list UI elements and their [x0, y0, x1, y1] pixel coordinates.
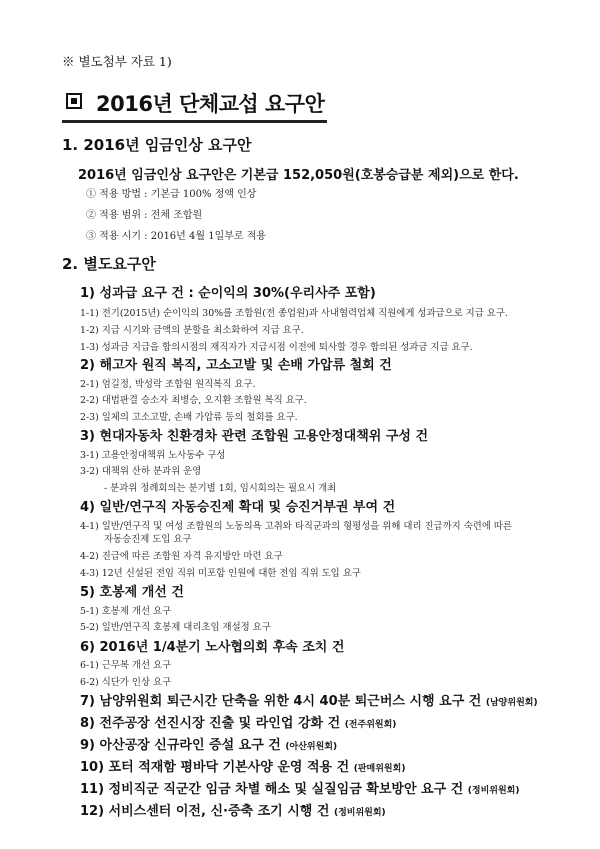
demand-item: 2-3) 일체의 고소고발, 손배 가압류 등의 철회를 요구.	[80, 412, 298, 423]
demand-item: 4-2) 진급에 따른 조합원 자격 유지방안 마련 요구	[80, 551, 283, 562]
demand-committee-tag: (남양위원회)	[485, 698, 538, 708]
demand-item: 4-1) 일반/연구직 및 여성 조합원의 노동의욕 고취와 타직군과의 형평성을 위해 대리 진급까지 숙련에 따른	[80, 521, 512, 532]
demand-title: 11) 정비직군 직군간 임금 차별 해소 및 실질임금 확보방안 요구 건	[80, 782, 464, 797]
demand-title: 7) 남양위원회 퇴근시간 단축을 위한 4시 40분 퇴근버스 시행 요구 건	[80, 694, 482, 709]
demand-item: 2-1) 엄길정, 박성락 조합원 원직복직 요구.	[80, 379, 256, 390]
section1-heading: 1. 2016년 임금인상 요구안	[62, 136, 252, 154]
demand-title: 8) 전주공장 선진시장 진출 및 라인업 강화 건	[80, 716, 341, 731]
doc-title-block	[62, 86, 327, 123]
demand-title-line	[80, 778, 519, 797]
demand-committee-tag: (전주위원회)	[344, 720, 397, 730]
demand-title-line	[80, 712, 396, 731]
demand-item: 자동승진제 도입 요구	[104, 534, 192, 545]
demand-title: 3) 현대자동차 친환경차 관련 조합원 고용안정대책위 구성 건	[80, 429, 429, 444]
demand-title: 12) 서비스센터 이전, 신·증축 조기 시행 건	[80, 804, 330, 819]
section1-item: ③ 적용 시기 : 2016년 4월 1일부로 적용	[86, 231, 267, 242]
demand-item: 1-1) 전기(2015년) 순이익의 30%를 조합원(전 종업원)과 사내협력업체 직원에게 성과급으로 지급 요구.	[80, 308, 508, 319]
demand-title-line	[80, 690, 538, 709]
demand-committee-tag: (아산위원회)	[285, 742, 338, 752]
demand-title-line	[80, 734, 337, 753]
attachment-label: ※ 별도첨부 자료 1)	[62, 54, 172, 69]
demand-title: 9) 아산공장 신규라인 증설 요구 건	[80, 738, 281, 753]
demand-committee-tag: (정비위원회)	[467, 786, 520, 796]
demand-item: 5-1) 호봉제 개선 요구	[80, 606, 172, 617]
demand-committee-tag: (정비위원회)	[333, 808, 386, 818]
demand-title: 6) 2016년 1/4분기 노사협의회 후속 조치 건	[80, 640, 345, 655]
demand-title: 10) 포터 적재함 평바닥 기본사양 운영 적용 건	[80, 760, 350, 775]
doc-title: 2016년 단체교섭 요구안	[96, 92, 325, 116]
demand-item: - 분과위 정례회의는 분기별 1회, 임시회의는 필요시 개최	[104, 483, 337, 494]
section2-heading: 2. 별도요구안	[62, 255, 156, 273]
demand-title: 1) 성과급 요구 건 : 순이익의 30%(우리사주 포함)	[80, 286, 376, 301]
section1-item: ② 적용 범위 : 전체 조합원	[86, 210, 203, 221]
demand-title: 2) 해고자 원직 복직, 고소고발 및 손배 가압류 철회 건	[80, 358, 392, 373]
demand-item: 6-2) 식단가 인상 요구	[80, 677, 172, 688]
section1-item: ① 적용 방법 : 기본급 100% 정액 인상	[86, 189, 257, 200]
demand-item: 2-2) 대법판결 승소자 최병승, 오지환 조합원 복직 요구.	[80, 395, 307, 406]
demand-item: 3-1) 고용안정대책위 노사동수 구성	[80, 450, 226, 461]
demand-item: 1-2) 지급 시기와 금액의 분할을 최소화하여 지급 요구.	[80, 325, 304, 336]
demand-item: 6-1) 근무복 개선 요구	[80, 660, 172, 671]
demand-title: 5) 호봉제 개선 건	[80, 585, 184, 600]
demand-item: 5-2) 일반/연구직 호봉제 대리초임 재설정 요구	[80, 622, 271, 633]
demand-item: 1-3) 성과금 지급을 합의시점의 재직자가 지급시점 이전에 퇴사할 경우 합의된 성과금 지급 요구.	[80, 342, 473, 353]
demand-title-line	[80, 756, 405, 775]
demand-title-line	[80, 800, 386, 819]
demand-item: 3-2) 대책위 산하 분과위 운영	[80, 466, 202, 477]
demand-item: 4-3) 12년 신설된 전임 직위 미포함 인원에 대한 전임 직위 도입 요구	[80, 568, 361, 579]
section1-lead: 2016년 임금인상 요구안은 기본급 152,050원(호봉승급분 제외)으로 한다.	[78, 168, 519, 183]
demand-title: 4) 일반/연구직 자동승진제 확대 및 승진거부권 부여 건	[80, 500, 396, 515]
demand-committee-tag: (판매위원회)	[353, 764, 406, 774]
square-bullet-icon	[66, 93, 82, 109]
